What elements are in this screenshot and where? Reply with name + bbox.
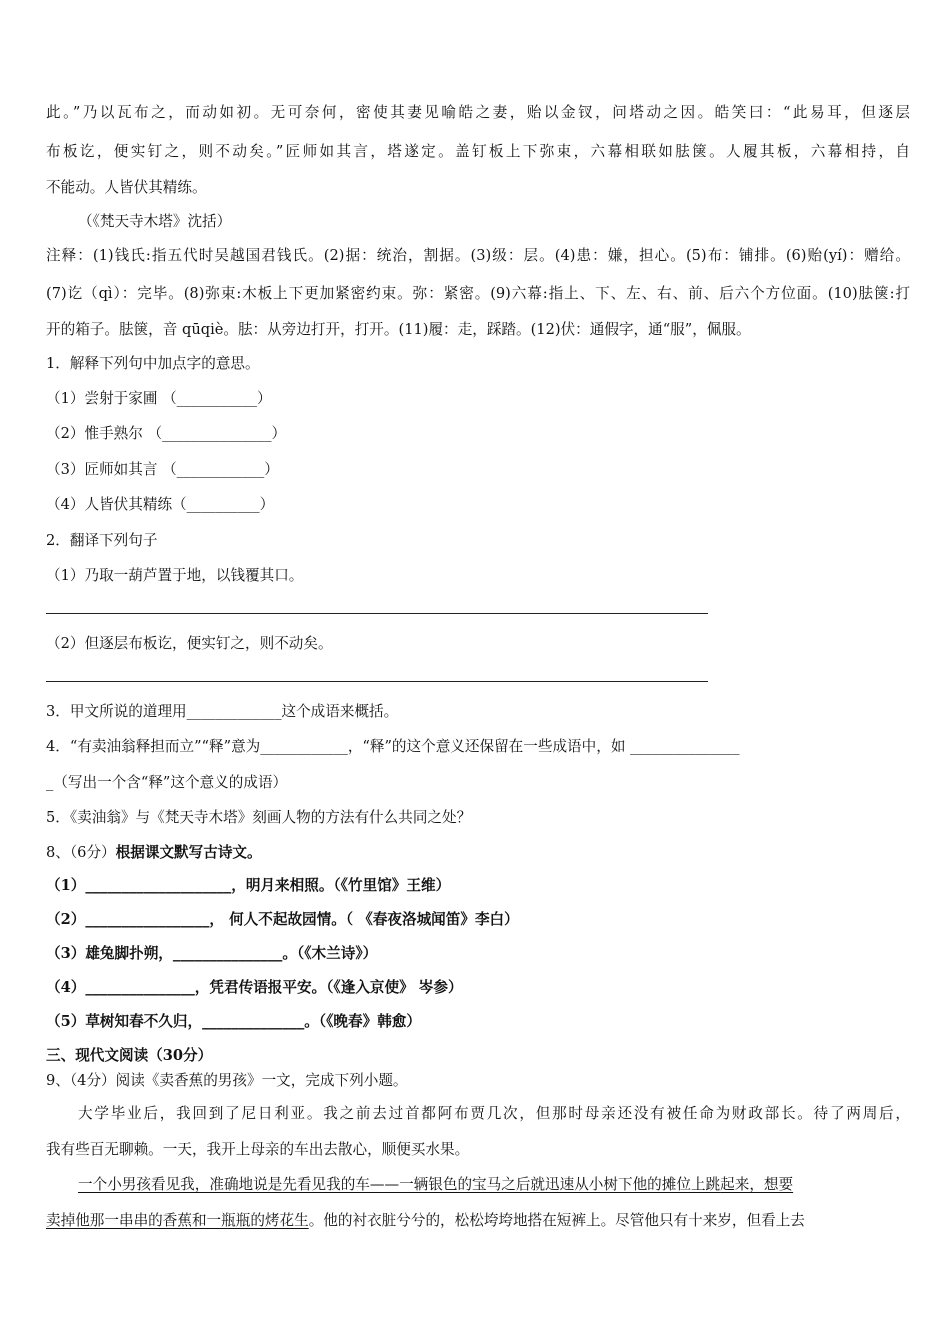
question-8-item: （5）草树知春不久归，______________。（《晚春》韩愈） [46, 1013, 421, 1030]
question-8-title [46, 841, 910, 862]
question-4-line: 4．“有卖油翁释担而立”“释”意为____________，“释”的这个意义还保留在一些成语中，如 _______________ [46, 738, 740, 755]
story-paragraph-1-line: 我有些百无聊赖。一天，我开上母亲的车出去散心，顺便买水果。 [46, 1141, 470, 1158]
underlined-sentence: 一个小男孩看见我，准确地说是先看见我的车——一辆银色的宝马之后就迅速从小树下他的摊位上跳 [78, 1176, 721, 1193]
answer-line [46, 613, 708, 614]
answer-line [46, 681, 708, 682]
question-1-item: （2）惟手熟尔 （_______________） [46, 425, 287, 442]
story-paragraph-1-line: 大学毕业后，我回到了尼日利亚。我之前去过首都阿布贾几次，但那时母亲还没有被任命为财政部长。待了两周后， [78, 1105, 910, 1122]
passage-source: （《梵天寺木塔》沈括） [78, 213, 232, 230]
passage-line: 布板讫，便实钉之，则不动矣。”匠师如其言，塔遂定。盖钉板上下弥束，六幕相联如胠箧。人履其板，六幕相持，自 [46, 143, 910, 160]
story-paragraph-2-line [46, 1209, 910, 1230]
story-paragraph-2-line [78, 1173, 910, 1194]
notes-line: 开的箱子。胠箧，音 qūqiè。胠：从旁边打开，打开。(11)履：走，踩踏。(12)伏：通假字，通“服”，佩服。 [46, 321, 751, 338]
passage-line: 此。”乃以瓦布之，而动如初。无可奈何，密使其妻见喻皓之妻，贻以金钗，问塔动之因。皓笑曰：“此易耳，但逐层 [46, 104, 910, 121]
question-1-item: （4）人皆伏其精练（__________） [46, 496, 275, 513]
section-3-heading: 三、现代文阅读（30分） [46, 1047, 213, 1064]
question-8-prefix: 8、（6分） [46, 844, 116, 861]
question-2-title: 2．翻译下列句子 [46, 532, 158, 549]
underlined-sentence: 起来，想要 [720, 1176, 794, 1193]
question-8-item: （2）_________________， 何人不起故园情。（ 《春夜洛城闻笛》李白） [46, 911, 519, 928]
question-1-item: （3）匠师如其言 （____________） [46, 461, 279, 478]
question-9-intro: 9、（4分）阅读《卖香蕉的男孩》一文，完成下列小题。 [46, 1072, 408, 1089]
question-3: 3．甲文所说的道理用_____________这个成语来概括。 [46, 703, 399, 720]
question-2-item: （1）乃取一葫芦置于地，以钱覆其口。 [46, 567, 304, 584]
question-8-item: （4）_______________，凭君传语报平安。（《逢入京使》 岑参） [46, 979, 463, 996]
question-1-title: 1．解释下列句中加点字的意思。 [46, 355, 260, 372]
question-8-item: （3）雄兔脚扑朔，_______________。（《木兰诗》） [46, 945, 378, 962]
passage-line: 不能动。人皆伏其精练。 [46, 179, 207, 196]
notes-line: (7)讫（qì）：完毕。(8)弥束:木板上下更加紧密约束。弥：紧密。(9)六幕:指上、下、左、右、前、后六个方位面。(10)胠箧:打 [46, 285, 910, 302]
notes-line: 注释：(1)钱氏:指五代时吴越国君钱氏。(2)据：统治，割据。(3)级：层。(4)患：嫌，担心。(5)布：铺排。(6)贻(yí)：赠给。 [46, 247, 910, 264]
question-8-instruction: 根据课文默写古诗文。 [115, 844, 262, 861]
question-2-item: （2）但逐层布板讫，便实钉之，则不动矣。 [46, 635, 333, 652]
question-4-line: _（写出一个含“释”这个意义的成语） [46, 774, 288, 791]
question-8-item: （1）____________________，明月来相照。（《竹里馆》王维） [46, 877, 451, 894]
underlined-sentence: 卖掉他那一串串的香蕉和一瓶瓶的烤花生 [46, 1212, 309, 1229]
question-5: 5．《卖油翁》与《梵天寺木塔》刻画人物的方法有什么共同之处？ [46, 809, 472, 826]
question-1-item: （1）尝射于家圃 （___________） [46, 390, 272, 407]
story-text: 。他的衬衣脏兮兮的，松松垮垮地搭在短裤上。尽管他只有十来岁，但看上去 [308, 1212, 805, 1229]
